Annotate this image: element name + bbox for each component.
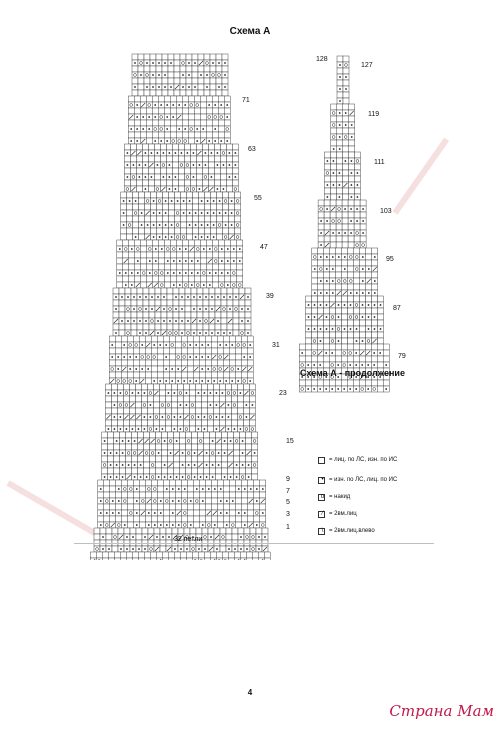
chart-a-title: Схема А bbox=[229, 26, 271, 37]
k2tog-icon: ⁄ bbox=[318, 511, 325, 518]
row-number: 23 bbox=[279, 390, 287, 397]
row-number: 79 bbox=[398, 353, 406, 360]
row-number: 111 bbox=[374, 159, 385, 166]
chart-a-continuation-grid bbox=[299, 56, 389, 392]
chart-a-grid bbox=[86, 54, 272, 560]
dot-icon: • bbox=[318, 477, 325, 484]
stitch-count-label: 32 петли bbox=[174, 536, 203, 543]
legend-item-purl: • = изн. по ЛС, лиц. по ИС bbox=[318, 476, 397, 485]
yarn-over-icon: o bbox=[318, 494, 325, 501]
row-number: 128 bbox=[316, 56, 328, 63]
row-number: 63 bbox=[248, 146, 256, 153]
row-number: 55 bbox=[254, 195, 262, 202]
row-number: 87 bbox=[393, 305, 401, 312]
legend-item-ssk: \ = 2вм.лиц.влево bbox=[318, 527, 375, 536]
legend-item-knit: = лиц. по ЛС, изн. по ИС bbox=[318, 456, 397, 465]
row-number: 5 bbox=[286, 499, 290, 506]
row-number: 95 bbox=[386, 256, 394, 263]
legend-item-yarn-over: o = накид bbox=[318, 493, 350, 502]
row-number: 127 bbox=[361, 62, 373, 69]
row-number: 1 bbox=[286, 524, 290, 531]
ssk-icon: \ bbox=[318, 528, 325, 535]
bottom-rule bbox=[74, 543, 434, 544]
row-number: 31 bbox=[272, 342, 280, 349]
site-watermark: Страна Мам bbox=[389, 702, 494, 720]
row-number: 71 bbox=[242, 97, 250, 104]
chart-a-continuation-title: Схема А - продолжение bbox=[300, 368, 405, 378]
empty-square-icon bbox=[318, 457, 325, 464]
row-number: 15 bbox=[286, 438, 294, 445]
row-number: 7 bbox=[286, 488, 290, 495]
row-number: 39 bbox=[266, 293, 274, 300]
row-number: 3 bbox=[286, 511, 290, 518]
row-number: 47 bbox=[260, 244, 268, 251]
page-number: 4 bbox=[247, 688, 253, 697]
row-number: 119 bbox=[368, 111, 380, 118]
row-number: 9 bbox=[286, 476, 290, 483]
row-number: 103 bbox=[380, 208, 392, 215]
legend-item-k2tog: ⁄ = 2вм.лиц bbox=[318, 510, 357, 519]
